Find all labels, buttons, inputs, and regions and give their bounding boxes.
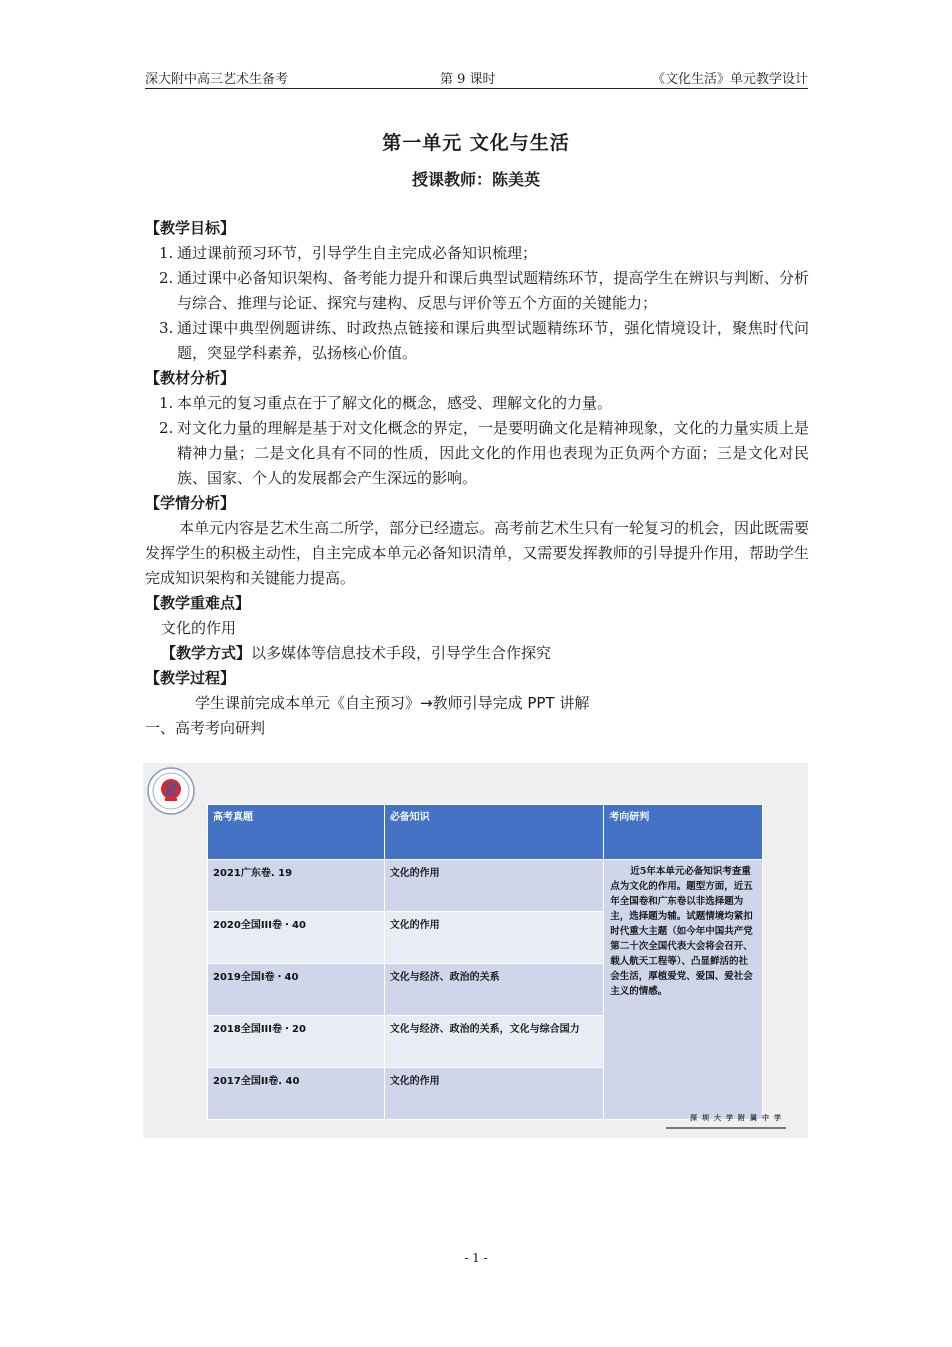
- knowledge-cell: 文化的作用: [384, 1068, 604, 1120]
- lesson-content: [145, 216, 809, 741]
- goal-text: 通过课前预习环节，引导学生自主完成必备知识梳理；: [177, 244, 538, 262]
- table-row: [208, 860, 763, 912]
- process-heading: 【教学过程】: [145, 669, 236, 687]
- material-text: 对文化力量的理解是基于对文化概念的界定，一是要明确文化是精神现象，文化的力量实质上是精神力量；二是文化具有不同的性质，因此文化的作用也表现为正负两个方面；三是文化对民族、国家、个人的发展都会产生深远的影响。: [177, 419, 809, 487]
- header-left: 深大附中高三艺术生备考: [145, 72, 289, 87]
- table-header-row: [208, 805, 763, 860]
- goal-number: 1.: [159, 244, 174, 262]
- keypoints-heading: 【教学重难点】: [145, 594, 251, 612]
- material-number: 1.: [159, 394, 174, 412]
- goals-heading: 【教学目标】: [145, 219, 236, 237]
- goal-number: 3.: [159, 319, 174, 337]
- exam-cell: 2019全国I卷・40: [208, 964, 385, 1016]
- goal-number: 2.: [159, 269, 174, 287]
- header-right: 《文化生活》单元教学设计: [651, 72, 808, 87]
- goal-text: 通过课中典型例题讲练、时政热点链接和课后典型试题精练环节，强化情境设计，聚焦时代问题，突显学科素养，弘扬核心价值。: [177, 319, 809, 362]
- header-center: 第 9 课时: [440, 72, 496, 87]
- knowledge-cell: 文化与经济、政治的关系: [384, 964, 604, 1016]
- school-english-line: [666, 1127, 786, 1129]
- students-heading: 【学情分析】: [145, 494, 236, 512]
- material-item: [145, 416, 809, 491]
- exam-cell: 2021广东卷. 19: [208, 860, 385, 912]
- material-item: [145, 391, 809, 416]
- knowledge-cell: 文化的作用: [384, 912, 604, 964]
- method-heading: 【教学方式】: [161, 644, 252, 662]
- page-number: - 1 -: [464, 1251, 488, 1265]
- analysis-cell: 近5年本单元必备知识考查重点为文化的作用。题型方面，近五年全国卷和广东卷以非选择题为主，选择题为辅。试题情境均紧扣时代重大主题（如今年中国共产党第二十次全国代表大会将会召开、载人航天工程等）、凸显鲜活的社会生活，厚植爱党、爱国、爱社会主义的情感。: [604, 860, 763, 1120]
- school-name: 深圳大学附属中学: [690, 1114, 786, 1122]
- goal-item: [145, 266, 809, 316]
- exam-cell: 2020全国III卷・40: [208, 912, 385, 964]
- column-header: 高考真题: [208, 805, 385, 860]
- exam-analysis-table: [207, 804, 763, 1120]
- knowledge-cell: 文化与经济、政治的关系，文化与综合国力: [384, 1016, 604, 1068]
- goal-item: [145, 316, 809, 366]
- school-emblem-icon: [147, 767, 195, 815]
- material-heading: 【教材分析】: [145, 369, 236, 387]
- goal-item: [145, 241, 809, 266]
- page-title: 第一单元 文化与生活: [382, 132, 570, 154]
- knowledge-cell: 文化的作用: [384, 860, 604, 912]
- method-line: [145, 641, 809, 666]
- exam-cell: 2018全国III卷・20: [208, 1016, 385, 1068]
- column-header: 考向研判: [604, 805, 763, 860]
- exam-cell: 2017全国II卷. 40: [208, 1068, 385, 1120]
- teacher-line: 授课教师：陈美英: [411, 170, 540, 189]
- page-header: [145, 68, 808, 89]
- column-header: 必备知识: [384, 805, 604, 860]
- ppt-slide-image: [143, 763, 808, 1138]
- goal-text: 通过课中必备知识架构、备考能力提升和课后典型试题精练环节，提高学生在辨识与判断、分析与综合、推理与论证、探究与建构、反思与评价等五个方面的关键能力；: [177, 269, 809, 312]
- material-number: 2.: [159, 419, 174, 437]
- students-paragraph: 本单元内容是艺术生高二所学，部分已经遗忘。高考前艺术生只有一轮复习的机会，因此既需要发挥学生的积极主动性，自主完成本单元必备知识清单，又需要发挥教师的引导提升作用，帮助学生完成知识架构和关键能力提高。: [145, 519, 810, 587]
- process-text: 学生课前完成本单元《自主预习》→教师引导完成 PPT 讲解: [195, 694, 590, 712]
- keypoints-text: 文化的作用: [161, 619, 237, 637]
- part1-heading: 一、高考考向研判: [145, 719, 266, 737]
- material-text: 本单元的复习重点在于了解文化的概念，感受、理解文化的力量。: [177, 394, 613, 412]
- method-text: 以多媒体等信息技术手段，引导学生合作探究: [251, 644, 552, 662]
